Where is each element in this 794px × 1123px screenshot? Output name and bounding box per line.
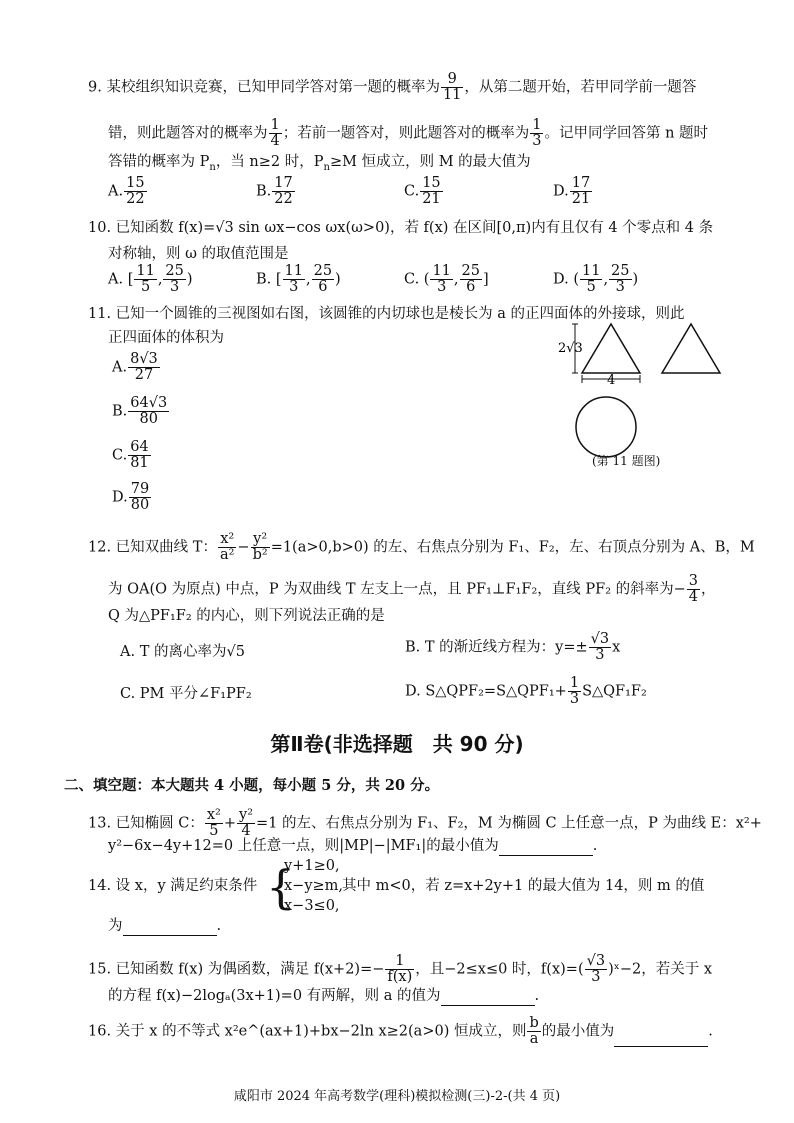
q14-answer-blank[interactable]: [123, 919, 217, 936]
question-16-line-1: 16. 关于 x 的不等式 x²e^(ax+1)+bx−2ln x≥2(a>0) 恒成立，则 $\frac{b}{a}$ 的最小值为 .: [88, 1015, 713, 1047]
section-2-title: 第Ⅱ卷(非选择题 共 90 分): [270, 732, 524, 756]
question-12-line-3: Q 为△PF₁F₂ 的内心，则下列说法正确的是: [108, 608, 385, 624]
q9-option-b: B. $\frac{17}{22}$: [256, 175, 293, 207]
q10-option-b: B. [ $\frac{11}{3}$ , $\frac{25}{6}$ ): [256, 263, 341, 295]
q11-option-b: B. $\frac{64√3}{80}$: [112, 395, 168, 427]
question-13-line-2: y²−6x−4y+12=0 上任意一点，则|MP|−|MF₁|的最小值为 .: [108, 838, 598, 854]
question-10-line-2: 对称轴，则 ω 的取值范围是: [108, 246, 289, 262]
q9-text-b: ，从第二题开始，若甲同学前一题答: [464, 79, 697, 96]
top-view-circle: [576, 397, 636, 457]
constraint-2: x−y≥m,: [284, 878, 344, 894]
q13-answer-blank[interactable]: [499, 839, 593, 856]
q12-option-a: A. T 的离心率为√5: [120, 644, 245, 660]
q11-option-a: A. $\frac{8√3}{27}$: [112, 351, 158, 383]
question-14-line-1: 14. 设 x，y 满足约束条件: [88, 878, 258, 894]
q11-option-c: C. $\frac{64}{81}$: [112, 439, 149, 471]
q11-figure-caption: (第 11 题图): [592, 454, 661, 468]
side-view-triangle: [662, 324, 720, 373]
question-14-line-2: 为 .: [108, 918, 222, 934]
question-12-line-1: 12. 已知双曲线 T： $\frac{\text{x²}}{\text{a²}}$ − $\frac{\text{y²}}{\text{b²}}$ =1(a>0,b>0) 的左、右焦点分别为 F₁、F₂，左、右顶点分别为 A、B，M: [88, 531, 755, 563]
question-9-line-2: 错，则此题答对的概率为 $\frac{1}{4}$ ；若前一题答对，则此题答对的概率为 $\frac{1}{3}$ 。记甲同学回答第 n 题时: [108, 117, 709, 149]
front-view-triangle: [582, 324, 640, 373]
q9-option-a: A. $\frac{15}{22}$: [108, 175, 145, 207]
question-9-line-3: 答错的概率为 $P_n$，当 n≥2 时，$P_n\ge M$ 恒成立，则 M 的最大值为: [108, 154, 531, 173]
q12-option-d: D. S△QPF₂=S△QPF₁+ $\frac{1}{3}$ S△QF₁F₂: [405, 675, 647, 707]
q9-fraction-2: $\frac{1}{4}$: [270, 117, 280, 149]
question-13-line-1: 13. 已知椭圆 C： $\frac{\text{x²}}{5}$ + $\frac{\text{y²}}{4}$ =1 的左、右焦点分别为 F₁、F₂，M 为椭圆 C 上任意一点，P 为曲线 E：x²+: [88, 807, 762, 839]
width-label: 4: [607, 373, 616, 388]
q10-option-d: D. ( $\frac{11}{5}$ , $\frac{25}{3}$ ): [553, 263, 639, 295]
question-15-line-1: 15. 已知函数 f(x) 为偶函数，满足 f(x+2)=− $\frac{1}{f(x)}$ ，且−2≤x≤0 时，f(x)=( $\frac{√3}{3}$ )ˣ−2，若关于 x: [88, 953, 713, 985]
question-11-line-1: 11. 已知一个圆锥的三视图如右图，该圆锥的内切球也是棱长为 a 的正四面体的外接球，则此: [88, 306, 685, 322]
q16-answer-blank[interactable]: [614, 1030, 708, 1047]
question-15-line-2: 的方程 f(x)−2logₐ(3x+1)=0 有两解，则 a 的值为 .: [108, 988, 540, 1004]
q12-option-c: C. PM 平分∠F₁PF₂: [120, 686, 252, 702]
question-10-line-1: 10. 已知函数 f(x)=√3 sin ωx−cos ωx(ω>0)，若 f(x) 在区间[0,π)内有且仅有 4 个零点和 4 条: [88, 220, 714, 236]
q9-option-c: C. $\frac{15}{21}$: [404, 175, 441, 207]
page-footer: 咸阳市 2024 年高考数学(理科)模拟检测(三)-2-(共 4 页): [233, 1089, 561, 1104]
q15-answer-blank[interactable]: [441, 989, 535, 1006]
q9-text-a: 9. 某校组织知识竞赛，已知甲同学答对第一题的概率为: [88, 79, 440, 96]
constraint-brace: {: [266, 860, 296, 914]
q12-option-b: B. T 的渐近线方程为：y=± $\frac{√3}{3}$ x: [405, 631, 621, 663]
q10-option-c: C. ( $\frac{11}{3}$ , $\frac{25}{6}$ ]: [404, 263, 489, 295]
q9-option-d: D. $\frac{17}{21}$: [553, 175, 591, 207]
fill-in-heading: 二、填空题：本大题共 4 小题，每小题 5 分，共 20 分。: [64, 777, 440, 794]
constraint-1: y+1≥0,: [284, 858, 340, 874]
constraint-3: x−3≤0,: [284, 898, 340, 914]
q11-option-d: D. $\frac{79}{80}$: [112, 481, 150, 513]
question-9-line-1: [88, 72, 696, 103]
q9-fraction-1: $\frac{9}{11}$: [442, 71, 462, 103]
height-label: 2√3: [558, 341, 583, 356]
question-12-line-2: 为 OA(O 为原点) 中点，P 为双曲线 T 左支上一点，且 PF₁⊥F₁F₂，直线 PF₂ 的斜率为− $\frac{3}{4}$ ，: [108, 573, 716, 605]
question-11-line-2: 正四面体的体积为: [108, 330, 224, 346]
q11-three-view-figure: [550, 318, 750, 474]
q9-fraction-3: $\frac{1}{3}$: [532, 117, 542, 149]
q10-option-a: A. [ $\frac{11}{5}$ , $\frac{25}{3}$ ): [108, 263, 193, 295]
question-14-line-1b: 其中 m<0，若 z=x+2y+1 的最大值为 14，则 m 的值: [342, 878, 705, 894]
